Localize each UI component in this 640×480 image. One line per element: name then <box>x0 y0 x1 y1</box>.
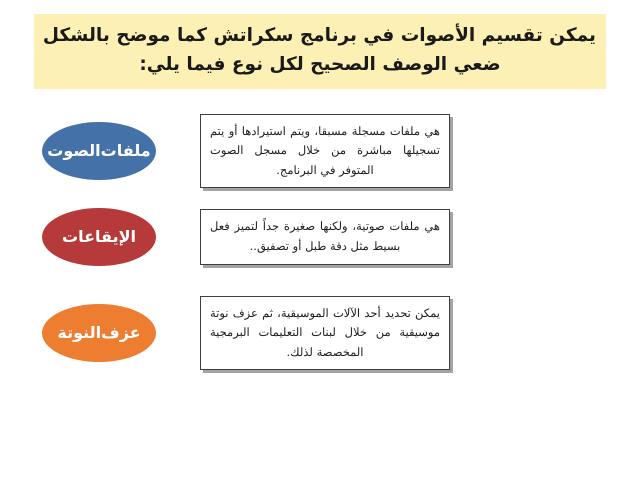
title-line-2: ضعي الوصف الصحيح لكل نوع فيما يلي: <box>139 53 501 75</box>
category-row-3 <box>0 292 640 374</box>
description-wrap-2 <box>200 209 450 264</box>
category-label-beats[interactable] <box>42 208 156 266</box>
description-box-beats[interactable] <box>200 209 450 264</box>
category-label-wrap-3 <box>42 304 156 362</box>
category-label-line-1: ملفات <box>100 140 151 160</box>
description-text: هي ملفات صوتية، ولكنها صغيرة جداً لتميز فعل بسيط مثل دقة طبل أو تصفيق.. <box>210 219 440 253</box>
category-label-line-1: الإيقاعات <box>62 226 136 246</box>
description-wrap-1 <box>200 114 450 189</box>
category-row-1 <box>0 112 640 190</box>
title-banner <box>34 14 606 89</box>
description-box-play-note[interactable] <box>200 296 450 371</box>
description-text: هي ملفات مسجلة مسبقا، ويتم استيرادها أو يتم تسجيلها مباشرة من خلال مسجل الصوت المتوفر في البرنامج. <box>210 123 440 177</box>
description-text: يمكن تحديد أحد الآلات الموسيقية، ثم عزف نوتة موسيقية من خلال لبنات التعليمات البرمجية المخصصة لذلك. <box>210 305 440 359</box>
category-label-line-2: الصوت <box>47 140 101 160</box>
category-label-play-note[interactable] <box>42 304 156 362</box>
title-line-1: يمكن تقسيم الأصوات في برنامج سكراتش كما موضح بالشكل <box>42 25 596 46</box>
description-box-audio-files[interactable] <box>200 114 450 189</box>
category-label-line-1: عزف <box>101 322 141 342</box>
category-label-line-2: النوتة <box>57 322 102 342</box>
category-label-wrap-2 <box>42 208 156 266</box>
description-wrap-3 <box>200 296 450 371</box>
category-row-2 <box>0 204 640 270</box>
category-label-wrap-1 <box>42 122 156 180</box>
category-label-audio-files[interactable] <box>42 122 156 180</box>
